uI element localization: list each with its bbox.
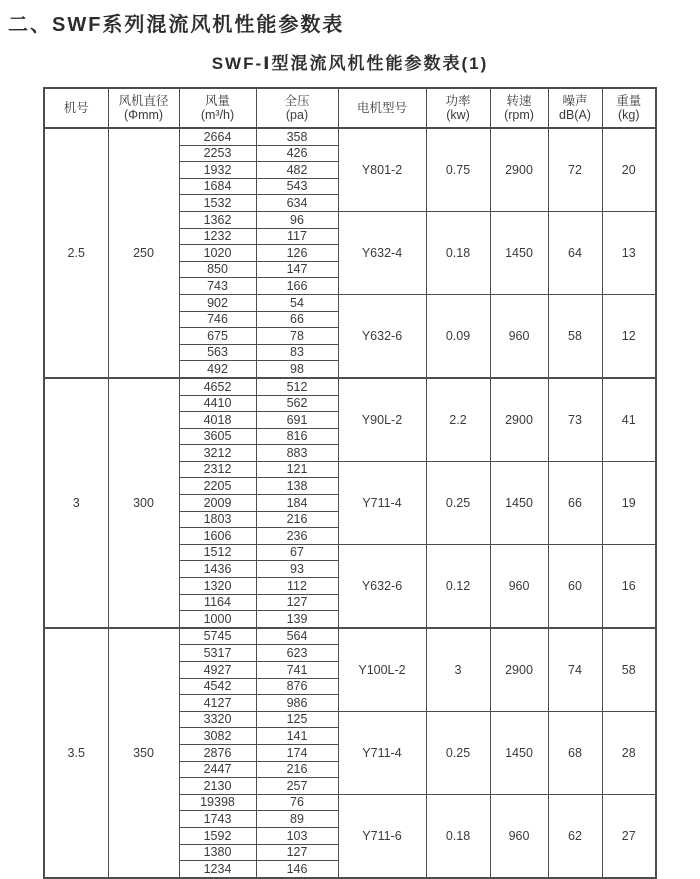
cell-total-pressure: 634 — [256, 195, 338, 212]
cell-air-volume: 1362 — [179, 211, 256, 228]
cell-total-pressure: 146 — [256, 861, 338, 878]
cell-motor-model: Y711-4 — [338, 461, 426, 544]
cell-total-pressure: 127 — [256, 844, 338, 861]
cell-speed: 960 — [490, 294, 548, 377]
table-subtitle: SWF-Ⅰ型混流风机性能参数表(1) — [211, 54, 489, 73]
cell-weight: 28 — [602, 711, 656, 794]
cell-speed: 2900 — [490, 128, 548, 211]
cell-air-volume: 2664 — [179, 128, 256, 145]
cell-air-volume: 1320 — [179, 578, 256, 595]
cell-air-volume: 4927 — [179, 662, 256, 679]
cell-air-volume: 1232 — [179, 228, 256, 245]
column-header-air-volume — [179, 88, 256, 128]
cell-air-volume: 3082 — [179, 728, 256, 745]
header-label: 转速 — [506, 93, 532, 108]
cell-noise: 58 — [548, 294, 602, 377]
cell-speed: 1450 — [490, 711, 548, 794]
cell-total-pressure: 126 — [256, 245, 338, 262]
cell-power: 0.25 — [426, 711, 490, 794]
cell-air-volume: 563 — [179, 344, 256, 361]
cell-total-pressure: 93 — [256, 561, 338, 578]
cell-fan-diameter: 250 — [108, 128, 179, 378]
cell-air-volume: 1532 — [179, 195, 256, 212]
cell-total-pressure: 98 — [256, 361, 338, 378]
cell-speed: 1450 — [490, 211, 548, 294]
cell-total-pressure: 562 — [256, 395, 338, 412]
cell-air-volume: 850 — [179, 261, 256, 278]
cell-noise: 68 — [548, 711, 602, 794]
cell-air-volume: 5745 — [179, 628, 256, 645]
cell-air-volume: 1606 — [179, 528, 256, 545]
table-row — [44, 378, 656, 395]
cell-air-volume: 3212 — [179, 445, 256, 462]
column-header-total-pressure — [256, 88, 338, 128]
cell-total-pressure: 147 — [256, 261, 338, 278]
cell-total-pressure: 236 — [256, 528, 338, 545]
cell-air-volume: 4127 — [179, 695, 256, 712]
column-header-fan-diameter — [108, 88, 179, 128]
cell-weight: 41 — [602, 378, 656, 461]
cell-total-pressure: 623 — [256, 645, 338, 662]
cell-motor-model: Y711-6 — [338, 794, 426, 877]
cell-total-pressure: 174 — [256, 744, 338, 761]
cell-fan-size: 3.5 — [44, 628, 108, 878]
header-label: 风量 — [204, 93, 230, 108]
cell-motor-model: Y632-4 — [338, 211, 426, 294]
cell-air-volume: 4018 — [179, 412, 256, 429]
cell-air-volume: 3320 — [179, 711, 256, 728]
cell-total-pressure: 741 — [256, 662, 338, 679]
header-unit: (Φmm) — [123, 108, 164, 122]
cell-fan-size: 2.5 — [44, 128, 108, 378]
cell-total-pressure: 166 — [256, 278, 338, 295]
header-unit: (m³/h) — [200, 108, 235, 122]
cell-power: 0.12 — [426, 544, 490, 627]
cell-air-volume: 902 — [179, 294, 256, 311]
cell-total-pressure: 112 — [256, 578, 338, 595]
cell-total-pressure: 121 — [256, 461, 338, 478]
cell-air-volume: 4410 — [179, 395, 256, 412]
cell-total-pressure: 66 — [256, 311, 338, 328]
cell-total-pressure: 691 — [256, 412, 338, 429]
cell-speed: 1450 — [490, 461, 548, 544]
table-row — [44, 128, 656, 145]
cell-total-pressure: 67 — [256, 544, 338, 561]
cell-air-volume: 2205 — [179, 478, 256, 495]
cell-air-volume: 1234 — [179, 861, 256, 878]
cell-total-pressure: 125 — [256, 711, 338, 728]
header-label: 功率 — [445, 93, 471, 108]
cell-air-volume: 1512 — [179, 544, 256, 561]
cell-total-pressure: 986 — [256, 695, 338, 712]
cell-total-pressure: 184 — [256, 495, 338, 512]
cell-total-pressure: 358 — [256, 128, 338, 145]
cell-power: 0.09 — [426, 294, 490, 377]
cell-weight: 16 — [602, 544, 656, 627]
cell-air-volume: 1592 — [179, 827, 256, 844]
cell-fan-size: 3 — [44, 378, 108, 628]
cell-weight: 20 — [602, 128, 656, 211]
cell-noise: 74 — [548, 628, 602, 711]
cell-air-volume: 1743 — [179, 811, 256, 828]
cell-noise: 66 — [548, 461, 602, 544]
header-label: 重量 — [616, 93, 642, 108]
cell-air-volume: 1803 — [179, 511, 256, 528]
cell-total-pressure: 216 — [256, 511, 338, 528]
cell-total-pressure: 426 — [256, 145, 338, 162]
cell-air-volume: 4652 — [179, 378, 256, 395]
cell-motor-model: Y90L-2 — [338, 378, 426, 461]
cell-power: 2.2 — [426, 378, 490, 461]
cell-air-volume: 492 — [179, 361, 256, 378]
header-unit: dB(A) — [559, 108, 591, 122]
cell-total-pressure: 54 — [256, 294, 338, 311]
cell-air-volume: 2312 — [179, 461, 256, 478]
cell-power: 0.18 — [426, 211, 490, 294]
cell-air-volume: 1684 — [179, 178, 256, 195]
cell-total-pressure: 127 — [256, 594, 338, 611]
table-header-row — [44, 88, 656, 128]
cell-total-pressure: 138 — [256, 478, 338, 495]
header-unit: (pa) — [285, 108, 309, 122]
table-row — [44, 628, 656, 645]
cell-total-pressure: 117 — [256, 228, 338, 245]
header-label: 风机直径 — [118, 93, 169, 108]
cell-speed: 960 — [490, 794, 548, 877]
cell-noise: 73 — [548, 378, 602, 461]
header-label: 电机型号 — [356, 100, 407, 115]
cell-air-volume: 2130 — [179, 778, 256, 795]
cell-air-volume: 2876 — [179, 744, 256, 761]
cell-air-volume: 1164 — [179, 594, 256, 611]
cell-total-pressure: 876 — [256, 678, 338, 695]
fan-table-body — [44, 128, 656, 878]
cell-weight: 27 — [602, 794, 656, 877]
cell-noise: 64 — [548, 211, 602, 294]
cell-total-pressure: 564 — [256, 628, 338, 645]
cell-speed: 2900 — [490, 628, 548, 711]
column-header-power — [426, 88, 490, 128]
cell-fan-diameter: 350 — [108, 628, 179, 878]
header-unit: (rpm) — [504, 108, 534, 122]
cell-air-volume: 1020 — [179, 245, 256, 262]
cell-air-volume: 3605 — [179, 428, 256, 445]
cell-air-volume: 2009 — [179, 495, 256, 512]
cell-speed: 2900 — [490, 378, 548, 461]
cell-air-volume: 2447 — [179, 761, 256, 778]
cell-air-volume: 1436 — [179, 561, 256, 578]
header-label: 机号 — [63, 100, 89, 115]
cell-air-volume: 746 — [179, 311, 256, 328]
cell-total-pressure: 141 — [256, 728, 338, 745]
header-label: 全压 — [284, 93, 310, 108]
cell-power: 0.25 — [426, 461, 490, 544]
cell-noise: 60 — [548, 544, 602, 627]
cell-total-pressure: 216 — [256, 761, 338, 778]
cell-total-pressure: 96 — [256, 211, 338, 228]
cell-motor-model: Y100L-2 — [338, 628, 426, 711]
cell-motor-model: Y711-4 — [338, 711, 426, 794]
cell-air-volume: 19398 — [179, 794, 256, 811]
column-header-weight — [602, 88, 656, 128]
column-header-speed — [490, 88, 548, 128]
cell-total-pressure: 89 — [256, 811, 338, 828]
header-unit: (kg) — [617, 108, 640, 122]
cell-speed: 960 — [490, 544, 548, 627]
column-header-motor-model — [338, 88, 426, 128]
cell-noise: 62 — [548, 794, 602, 877]
header-label: 噪声 — [562, 93, 588, 108]
cell-total-pressure: 83 — [256, 344, 338, 361]
cell-air-volume: 4542 — [179, 678, 256, 695]
header-unit: (kw) — [446, 108, 470, 122]
cell-total-pressure: 512 — [256, 378, 338, 395]
fan-performance-table — [43, 87, 657, 879]
cell-air-volume: 743 — [179, 278, 256, 295]
cell-total-pressure: 103 — [256, 827, 338, 844]
page-title: 二、SWF系列混流风机性能参数表 — [8, 14, 345, 36]
column-header-fan-size — [44, 88, 108, 128]
column-header-noise — [548, 88, 602, 128]
cell-air-volume: 1000 — [179, 611, 256, 628]
cell-total-pressure: 816 — [256, 428, 338, 445]
cell-motor-model: Y801-2 — [338, 128, 426, 211]
cell-air-volume: 675 — [179, 328, 256, 345]
cell-noise: 72 — [548, 128, 602, 211]
cell-weight: 58 — [602, 628, 656, 711]
cell-motor-model: Y632-6 — [338, 544, 426, 627]
cell-air-volume: 2253 — [179, 145, 256, 162]
cell-weight: 13 — [602, 211, 656, 294]
cell-total-pressure: 482 — [256, 162, 338, 179]
cell-air-volume: 1380 — [179, 844, 256, 861]
cell-weight: 12 — [602, 294, 656, 377]
cell-total-pressure: 257 — [256, 778, 338, 795]
cell-total-pressure: 139 — [256, 611, 338, 628]
cell-fan-diameter: 300 — [108, 378, 179, 628]
cell-total-pressure: 78 — [256, 328, 338, 345]
cell-power: 3 — [426, 628, 490, 711]
cell-power: 0.18 — [426, 794, 490, 877]
cell-total-pressure: 883 — [256, 445, 338, 462]
cell-motor-model: Y632-6 — [338, 294, 426, 377]
cell-total-pressure: 76 — [256, 794, 338, 811]
cell-total-pressure: 543 — [256, 178, 338, 195]
cell-air-volume: 5317 — [179, 645, 256, 662]
cell-air-volume: 1932 — [179, 162, 256, 179]
cell-weight: 19 — [602, 461, 656, 544]
cell-power: 0.75 — [426, 128, 490, 211]
